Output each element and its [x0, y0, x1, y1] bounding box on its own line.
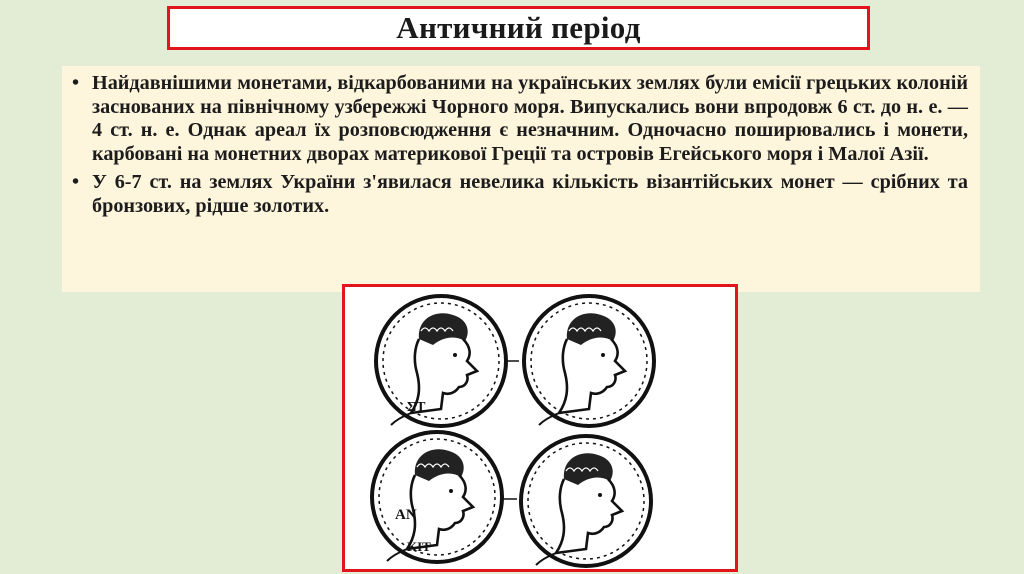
coin-bottom-right [521, 436, 651, 566]
coin-top-right [524, 296, 654, 426]
bullet-item [72, 72, 968, 166]
coin-inscription: ΣΤ [407, 400, 426, 415]
coin-inscription: ΑΝ [395, 507, 417, 523]
title-box [167, 6, 870, 50]
bullet-text: Найдавнішими монетами, відкарбованими на українських землях були емісії грецьких колоній заснованих на північному узбережжі Чорного моря. Випускались вони впродовж 6 ст. до н. е. — 4 ст. н. е. Однак ареал їх розповсюдження є незначним. Одночасно поширювались і монети, карбовані на монетних дворах материкової Греції та островів Егейського моря і Малої Азії. [92, 72, 968, 165]
coins-illustration [345, 287, 735, 569]
coins-image-frame [342, 284, 738, 572]
coin-top-left [376, 296, 506, 426]
slide-title: Античний період [396, 10, 641, 45]
bullet-dot: • [72, 171, 80, 193]
coin-bottom-left [372, 432, 502, 562]
bullet-text: У 6-7 ст. на землях України з'явилася невелика кількість візантійських монет — срібних та бронзових, рідше золотих. [92, 171, 968, 217]
coin-inscription: ΚΙΤ [407, 539, 431, 554]
text-panel [62, 66, 980, 292]
bullet-dot: • [72, 72, 80, 94]
bullet-item [72, 171, 968, 218]
